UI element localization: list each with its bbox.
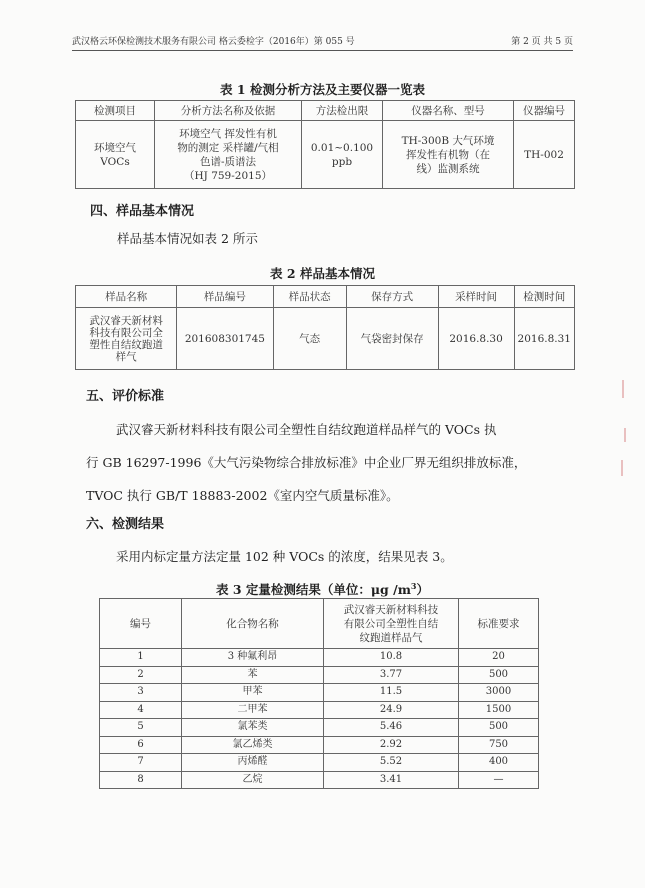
table-cell: 1500 bbox=[459, 701, 539, 719]
section6-heading: 六、检测结果 bbox=[86, 517, 165, 532]
page-header bbox=[72, 34, 573, 51]
table-row bbox=[100, 701, 539, 719]
table2-header: 保存方式 bbox=[346, 286, 438, 308]
table-cell: 500 bbox=[459, 719, 539, 737]
section6-text: 采用内标定量方法定量 102 种 VOCs 的浓度，结果见表 3。 bbox=[116, 549, 453, 564]
table3-header: 编号 bbox=[100, 599, 182, 649]
table-cell: 甲苯 bbox=[182, 684, 324, 702]
table-cell: 2016.8.30 bbox=[438, 308, 514, 370]
table-cell: TH-002 bbox=[514, 121, 575, 189]
table1-header: 仪器名称、型号 bbox=[383, 101, 514, 121]
table1-header: 检测项目 bbox=[76, 101, 155, 121]
table-cell: 气态 bbox=[273, 308, 346, 370]
table-cell: — bbox=[459, 771, 539, 789]
table-cell: 8 bbox=[100, 771, 182, 789]
section4-heading: 四、样品基本情况 bbox=[90, 204, 195, 219]
section5-heading: 五、评价标准 bbox=[86, 389, 165, 404]
section5-line: TVOC 执行 GB/T 18883-2002《室内空气质量标准》。 bbox=[86, 488, 399, 503]
table-cell: 3 bbox=[100, 684, 182, 702]
table1-header: 方法检出限 bbox=[302, 101, 383, 121]
table-cell: 丙烯醛 bbox=[182, 754, 324, 772]
table-cell: 1 bbox=[100, 649, 182, 667]
table-cell: 武汉睿天新材料 科技有限公司全 塑性自结纹跑道 样气 bbox=[76, 308, 177, 370]
table-cell: 201608301745 bbox=[177, 308, 273, 370]
table-cell: 5.46 bbox=[324, 719, 459, 737]
table1 bbox=[75, 100, 575, 189]
table-cell: 10.8 bbox=[324, 649, 459, 667]
table-row bbox=[100, 771, 539, 789]
table3-header: 化合物名称 bbox=[182, 599, 324, 649]
table2-header: 样品状态 bbox=[273, 286, 346, 308]
table-cell: 7 bbox=[100, 754, 182, 772]
table-cell: 3 种氟利昂 bbox=[182, 649, 324, 667]
header-page-number: 第 2 页 共 5 页 bbox=[511, 37, 573, 47]
table-cell: 环境空气 VOCs bbox=[76, 121, 155, 189]
table-cell: 氯苯类 bbox=[182, 719, 324, 737]
table-cell: 11.5 bbox=[324, 684, 459, 702]
margin-marks bbox=[618, 380, 632, 500]
table-cell: 4 bbox=[100, 701, 182, 719]
table-cell: 氯乙烯类 bbox=[182, 736, 324, 754]
table-row bbox=[100, 736, 539, 754]
table2 bbox=[75, 285, 575, 370]
table-cell: 20 bbox=[459, 649, 539, 667]
table-cell: TH-300B 大气环境 挥发性有机物（在 线）监测系统 bbox=[383, 121, 514, 189]
table3-body bbox=[100, 649, 539, 789]
table3-title: 表 3 定量检测结果（单位：μg $/m^3$） bbox=[215, 580, 430, 597]
table-row bbox=[100, 684, 539, 702]
table-row bbox=[100, 754, 539, 772]
table-row bbox=[100, 649, 539, 667]
section5-body bbox=[86, 413, 566, 512]
table-cell: 5.52 bbox=[324, 754, 459, 772]
table2-header: 样品编号 bbox=[177, 286, 273, 308]
table3 bbox=[99, 598, 539, 789]
table-cell: 3.77 bbox=[324, 666, 459, 684]
table2-header: 样品名称 bbox=[76, 286, 177, 308]
table-cell: 2.92 bbox=[324, 736, 459, 754]
table-row bbox=[100, 666, 539, 684]
table-cell: 2 bbox=[100, 666, 182, 684]
table2-title: 表 2 样品基本情况 bbox=[270, 266, 375, 281]
table-cell: 二甲苯 bbox=[182, 701, 324, 719]
table-cell: 6 bbox=[100, 736, 182, 754]
table-cell: 3000 bbox=[459, 684, 539, 702]
header-report-id: 武汉格云环保检测技术服务有限公司 格云委检字（2016年）第 055 号 bbox=[72, 37, 355, 47]
table-cell: 400 bbox=[459, 754, 539, 772]
table3-header: 标准要求 bbox=[459, 599, 539, 649]
table3-header: 武汉睿天新材料科技 有限公司全塑性自结 纹跑道样品气 bbox=[324, 599, 459, 649]
table1-header: 分析方法名称及依据 bbox=[155, 101, 302, 121]
table2-header: 采样时间 bbox=[438, 286, 514, 308]
table-cell: 2016.8.31 bbox=[514, 308, 574, 370]
table-cell: 24.9 bbox=[324, 701, 459, 719]
table1-header: 仪器编号 bbox=[514, 101, 575, 121]
table-cell: 环境空气 挥发性有机 物的测定 采样罐/气相 色谱-质谱法 （HJ 759-2015） bbox=[155, 121, 302, 189]
table-row bbox=[76, 121, 575, 189]
table-cell: 0.01~0.100 ppb bbox=[302, 121, 383, 189]
table1-title: 表 1 检测分析方法及主要仪器一览表 bbox=[220, 82, 425, 97]
table-cell: 气袋密封保存 bbox=[346, 308, 438, 370]
table-cell: 3.41 bbox=[324, 771, 459, 789]
section5-line: 武汉睿天新材料科技有限公司全塑性自结纹跑道样品样气的 VOCs 执 bbox=[116, 422, 497, 437]
table-cell: 750 bbox=[459, 736, 539, 754]
table-row bbox=[76, 308, 575, 370]
table-row bbox=[100, 719, 539, 737]
section4-text: 样品基本情况如表 2 所示 bbox=[117, 231, 258, 246]
table-cell: 乙烷 bbox=[182, 771, 324, 789]
section5-line: 行 GB 16297-1996《大气污染物综合排放标准》中企业厂界无组织排放标准， bbox=[86, 455, 527, 470]
table-cell: 5 bbox=[100, 719, 182, 737]
table-cell: 500 bbox=[459, 666, 539, 684]
table2-header: 检测时间 bbox=[514, 286, 574, 308]
table-cell: 苯 bbox=[182, 666, 324, 684]
